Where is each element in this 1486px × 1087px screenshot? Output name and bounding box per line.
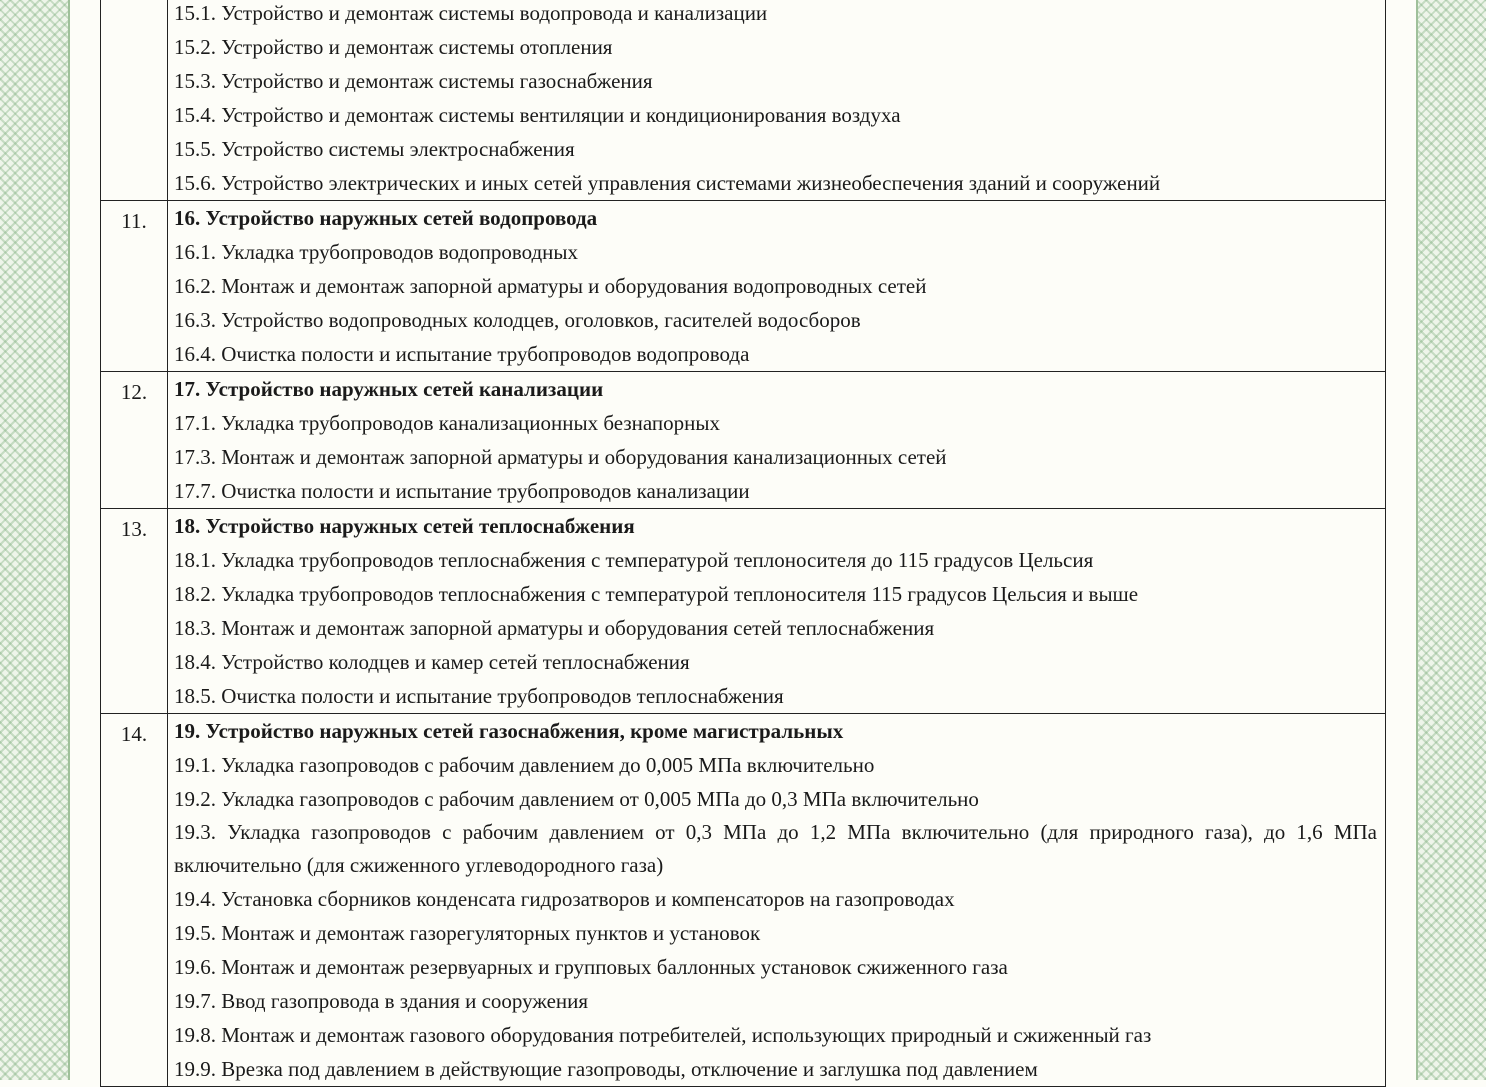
list-item: 18.2. Укладка трубопроводов теплоснабжения с температурой теплоносителя 115 градусов Цельсия и выше [174,582,1139,606]
row-number: 13. [101,509,168,713]
list-item: 16.3. Устройство водопроводных колодцев, оголовков, гасителей водосборов [174,308,861,332]
decorative-border-left [0,0,70,1080]
list-item: 15.1. Устройство и демонтаж системы водопровода и канализации [174,1,768,25]
list-item: 16.4. Очистка полости и испытание трубопроводов водопровода [174,342,750,366]
row-number: 12. [101,372,168,508]
section-heading: 19. Устройство наружных сетей газоснабжения, кроме магистральных [174,719,844,743]
section-heading: 17. Устройство наружных сетей канализации [174,377,604,401]
list-item: 19.9. Врезка под давлением в действующие газопроводы, отключение и заглушка под давлением [174,1057,1038,1081]
list-item: 18.1. Укладка трубопроводов теплоснабжения с температурой теплоносителя до 115 градусов Цельсия [174,548,1094,572]
list-item: 19.6. Монтаж и демонтаж резервуарных и групповых баллонных установок сжиженного газа [174,955,1008,979]
row-number: 11. [101,201,168,371]
list-item: 19.3. Укладка газопроводов с рабочим давлением от 0,3 МПа до 1,2 МПа включительно (для природного газа), до 1,6 МПа включительно (для сжиженного углеводородного газа) [174,820,1377,877]
table-row [101,509,1385,714]
list-item: 19.4. Установка сборников конденсата гидрозатворов и компенсаторов на газопроводах [174,887,955,911]
list-item: 19.5. Монтаж и демонтаж газорегуляторных пунктов и установок [174,921,761,945]
section-heading: 16. Устройство наружных сетей водопровода [174,206,598,230]
decorative-border-right [1416,0,1486,1080]
table-row [101,201,1385,372]
list-item: 18.5. Очистка полости и испытание трубопроводов теплоснабжения [174,684,784,708]
list-item: 19.2. Укладка газопроводов с рабочим давлением от 0,005 МПа до 0,3 МПа включительно [174,787,979,811]
list-item: 15.5. Устройство системы электроснабжения [174,137,575,161]
row-number: 14. [101,714,168,1086]
list-item: 19.8. Монтаж и демонтаж газового оборудования потребителей, использующих природный и сжиженный газ [174,1023,1152,1047]
list-item: 18.4. Устройство колодцев и камер сетей теплоснабжения [174,650,690,674]
list-item: 15.2. Устройство и демонтаж системы отопления [174,35,613,59]
table-row [101,0,1385,201]
list-item: 15.6. Устройство электрических и иных сетей управления системами жизнеобеспечения зданий и сооружений [174,171,1161,195]
list-item: 15.4. Устройство и демонтаж системы вентиляции и кондиционирования воздуха [174,103,901,127]
list-item: 17.1. Укладка трубопроводов канализационных безнапорных [174,411,720,435]
table-row [101,714,1385,1087]
section-heading: 18. Устройство наружных сетей теплоснабжения [174,514,635,538]
list-item: 16.1. Укладка трубопроводов водопроводных [174,240,579,264]
list-item: 19.1. Укладка газопроводов с рабочим давлением до 0,005 МПа включительно [174,753,875,777]
list-item: 15.3. Устройство и демонтаж системы газоснабжения [174,69,653,93]
list-item: 18.3. Монтаж и демонтаж запорной арматуры и оборудования сетей теплоснабжения [174,616,935,640]
list-item: 16.2. Монтаж и демонтаж запорной арматуры и оборудования водопроводных сетей [174,274,927,298]
row-number [101,0,168,200]
list-item: 17.7. Очистка полости и испытание трубопроводов канализации [174,479,750,503]
list-item: 19.7. Ввод газопровода в здания и сооружения [174,989,589,1013]
list-item: 17.3. Монтаж и демонтаж запорной арматуры и оборудования канализационных сетей [174,445,947,469]
table-row [101,372,1385,509]
work-types-table [100,0,1386,1087]
